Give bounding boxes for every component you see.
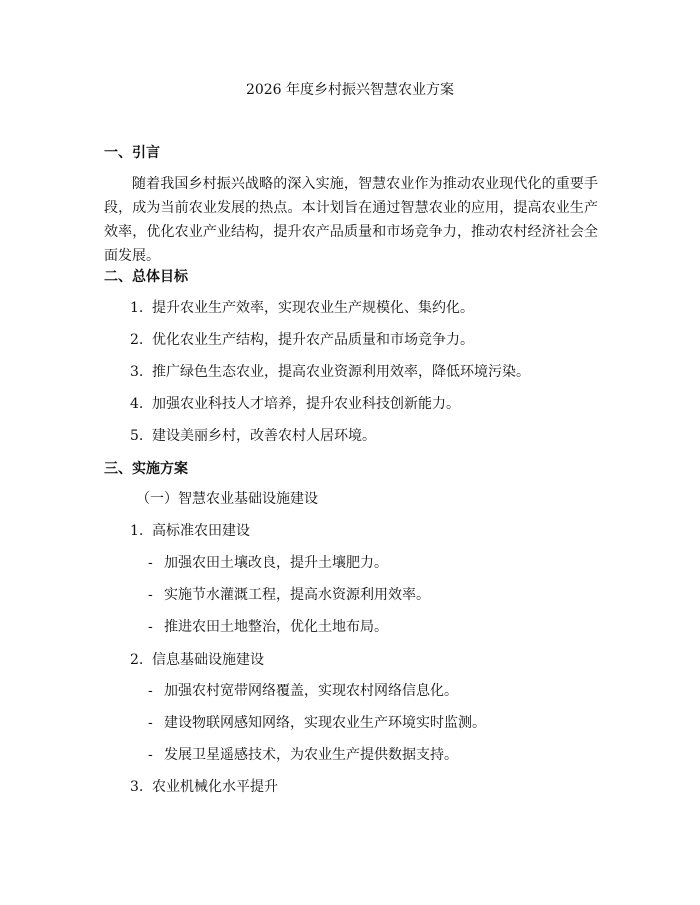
implementation-item <box>130 521 250 541</box>
list-number: 2. <box>130 332 144 348</box>
goal-item <box>130 298 474 318</box>
bullet-item <box>148 681 458 701</box>
bullet-item <box>148 713 486 733</box>
dash-marker: - <box>148 715 153 731</box>
list-number: 3. <box>130 364 144 380</box>
list-text: 加强农业科技人才培养，提升农业科技创新能力。 <box>152 396 460 412</box>
list-number: 2. <box>130 652 144 668</box>
bullet-text: 发展卫星遥感技术，为农业生产提供数据支持。 <box>164 747 458 763</box>
goal-item <box>130 426 376 446</box>
dash-marker: - <box>148 555 153 571</box>
list-text: 建设美丽乡村，改善农村人居环境。 <box>152 428 376 444</box>
bullet-text: 建设物联网感知网络，实现农业生产环境实时监测。 <box>164 715 486 731</box>
list-number: 1. <box>130 300 144 316</box>
list-text: 农业机械化水平提升 <box>152 779 278 795</box>
list-number: 5. <box>130 428 144 444</box>
list-text: 推广绿色生态农业，提高农业资源利用效率，降低环境污染。 <box>152 364 530 380</box>
bullet-item <box>148 617 388 637</box>
list-text: 优化农业生产结构，提升农产品质量和市场竞争力。 <box>152 332 474 348</box>
section-heading-goals: 二、总体目标 <box>104 269 188 285</box>
dash-marker: - <box>148 747 153 763</box>
goal-item <box>130 394 460 414</box>
bullet-text: 加强农村宽带网络覆盖，实现农村网络信息化。 <box>164 683 458 699</box>
section-heading-introduction: 一、引言 <box>104 145 160 161</box>
list-number: 3. <box>130 779 144 795</box>
list-number: 4. <box>130 396 144 412</box>
bullet-text: 推进农田土地整治，优化土地布局。 <box>164 619 388 635</box>
list-text: 信息基础设施建设 <box>152 652 264 668</box>
bullet-item <box>148 745 458 765</box>
dash-marker: - <box>148 619 153 635</box>
implementation-item <box>130 777 278 797</box>
dash-marker: - <box>148 683 153 699</box>
goal-item <box>130 330 474 350</box>
goal-item <box>130 362 530 382</box>
list-number: 1. <box>130 523 144 539</box>
implementation-item <box>130 650 264 670</box>
introduction-paragraph: 随着我国乡村振兴战略的深入实施，智慧农业作为推动农业现代化的重要手段，成为当前农业发展的热点。本计划旨在通过智慧农业的应用，提高农业生产效率，优化农业产业结构，提升农产品质量和市场竞争力，推动农村经济社会全面发展。 <box>104 176 598 264</box>
document-title: 2026 年度乡村振兴智慧农业方案 <box>245 82 455 98</box>
list-text: 高标准农田建设 <box>152 523 250 539</box>
bullet-text: 实施节水灌溉工程，提高水资源利用效率。 <box>164 587 430 603</box>
bullet-item <box>148 553 388 573</box>
bullet-text: 加强农田土壤改良，提升土壤肥力。 <box>164 555 388 571</box>
list-text: 提升农业生产效率，实现农业生产规模化、集约化。 <box>152 300 474 316</box>
dash-marker: - <box>148 587 153 603</box>
section-heading-implementation: 三、实施方案 <box>104 461 188 477</box>
subsection-heading: （一）智慧农业基础设施建设 <box>136 491 318 507</box>
bullet-item <box>148 585 430 605</box>
